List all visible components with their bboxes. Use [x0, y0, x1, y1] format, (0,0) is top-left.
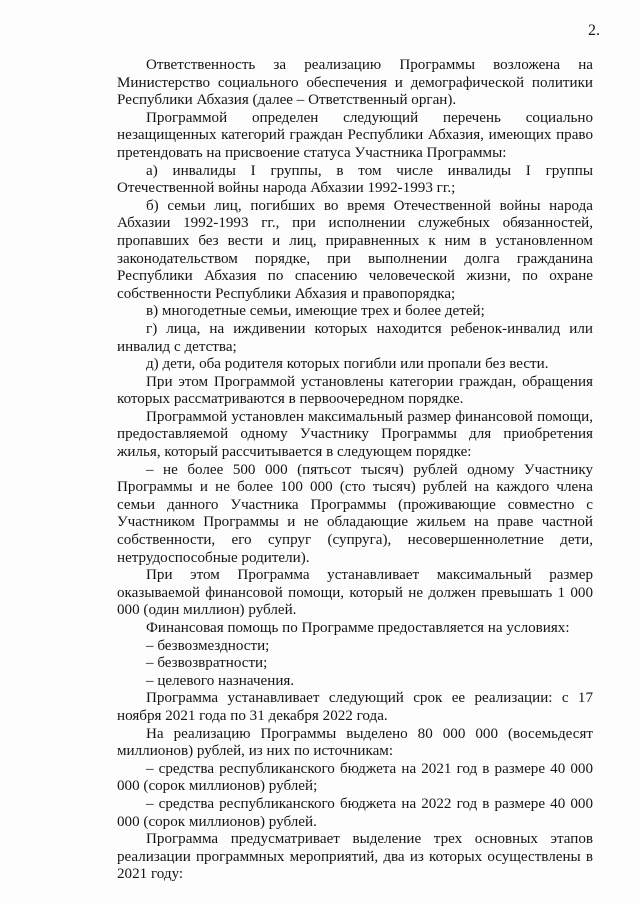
paragraph-stages: Программа предусматривает выделение трех основных этапов реализации программных мероприятий, два из которых осуществлены в 2021 году: [117, 831, 593, 883]
list-item-d: д) дети, оба родителя которых погибли или пропали без вести. [146, 356, 549, 373]
paragraph-amount-rule: – не более 500 000 (пятьсот тысяч) рублей одному Участнику Программы и не более 100 000 (сто тысяч) рублей на каждого члена семьи данного Участника Программы (проживающие совместно с Участником Программы и не обладающие жильем на праве частной собственности, его супруг (супруга), несовершеннолетние дети, нетрудоспособные родители). [117, 461, 593, 566]
list-item-a: а) инвалиды I группы, в том числе инвалиды I группы Отечественной войны народа Абхазии 1992-1993 гг.; [117, 162, 593, 197]
paragraph-funding: На реализацию Программы выделено 80 000 000 (восемьдесят миллионов) рублей, из них по источникам: [117, 725, 593, 760]
list-item-g: г) лица, на иждивении которых находится ребенок-инвалид или инвалид с детства; [117, 320, 593, 355]
condition-item: – целевого назначения. [146, 672, 295, 689]
paragraph-categories-intro: Программой определен следующий перечень социально незащищенных категорий граждан Республики Абхазия, имеющих право претендовать на присвоение статуса Участника Программы: [117, 109, 593, 161]
condition-item: – безвозвратности; [146, 655, 268, 672]
paragraph-conditions-intro: Финансовая помощь по Программе предоставляется на условиях: [146, 620, 570, 636]
paragraph-max-amount: Программой установлен максимальный размер финансовой помощи, предоставляемой одному Участнику Программы для приобретения жилья, который рассчитывается в следующем порядке: [117, 408, 593, 461]
paragraph-responsible-body: Ответственность за реализацию Программы возложена на Министерство социального обеспечения и демографической политики Республики Абхазия (далее – Ответственный орган). [117, 57, 593, 109]
document-body [117, 57, 593, 884]
paragraph-term: Программа устанавливает следующий срок ее реализации: с 17 ноября 2021 года по 31 декабря 2022 года. [117, 690, 593, 724]
list-item-v: в) многодетные семьи, имеющие трех и более детей; [146, 303, 485, 320]
paragraph-priority: При этом Программой установлены категории граждан, обращения которых рассматриваются в первоочередном порядке. [117, 373, 593, 408]
paragraph-max-limit: При этом Программа устанавливает максимальный размер оказываемой финансовой помощи, который не должен превышать 1 000 000 (один миллион) рублей. [117, 567, 593, 619]
condition-item: – безвозмездности; [146, 637, 270, 654]
list-item-b: б) семьи лиц, погибших во время Отечественной войны народа Абхазии 1992-1993 гг., при исполнении служебных обязанностей, пропавших без вести и лиц, приравненных к ним в установленном законодательством порядке, при выполнении долга гражданина Республики Абхазия по спасению человеческой жизни, по охране собственности Республики Абхазия и правопорядка; [117, 197, 593, 302]
page-number: 2. [588, 22, 600, 39]
funding-item-2021: – средства республиканского бюджета на 2021 год в размере 40 000 000 (сорок миллионов) рублей; [117, 760, 593, 795]
funding-item-2022: – средства республиканского бюджета на 2022 год в размере 40 000 000 (сорок миллионов) рублей. [117, 795, 593, 830]
